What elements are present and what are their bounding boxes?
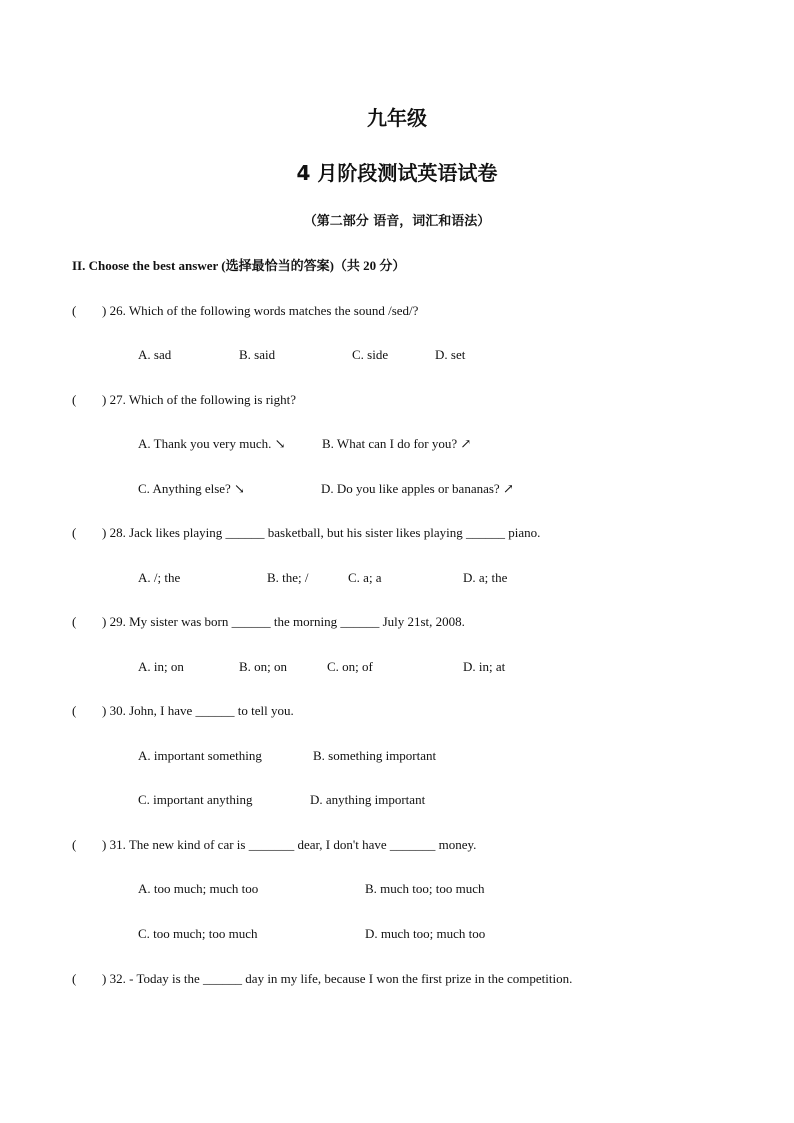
option-30-c: C. important anything xyxy=(138,792,253,807)
option-26-d: D. set xyxy=(435,347,466,362)
question-stem: 27. Which of the following is right? xyxy=(109,392,297,407)
option-26-c: C. side xyxy=(352,347,389,362)
question-28 xyxy=(72,523,540,543)
section-heading: II. Choose the best answer (选择最恰当的答案)（共 20 分） xyxy=(72,258,406,273)
option-29-d: D. in; at xyxy=(463,659,506,674)
option-27-a: A. Thank you very much. ↘ xyxy=(138,436,286,451)
option-27-c: C. Anything else? ↘ xyxy=(138,481,245,496)
exam-title: 4 月阶段测试英语试卷 xyxy=(296,161,498,185)
answer-blank-open: ( xyxy=(72,525,77,540)
option-28-d: D. a; the xyxy=(463,570,508,585)
option-28-b: B. the; / xyxy=(267,570,309,585)
option-30-a: A. important something xyxy=(138,748,262,763)
answer-blank-open: ( xyxy=(72,614,77,629)
question-32 xyxy=(72,969,572,989)
answer-blank-close: ) xyxy=(102,525,107,540)
option-31-c: C. too much; too much xyxy=(138,926,258,941)
option-29-c: C. on; of xyxy=(327,659,373,674)
answer-blank-open: ( xyxy=(72,703,77,718)
question-26 xyxy=(72,301,418,321)
option-27-d: D. Do you like apples or bananas? ↗ xyxy=(321,481,514,496)
answer-blank-open: ( xyxy=(72,303,77,318)
answer-blank-close: ) xyxy=(102,303,107,318)
option-28-a: A. /; the xyxy=(138,570,181,585)
option-30-d: D. anything important xyxy=(310,792,426,807)
option-26-b: B. said xyxy=(239,347,276,362)
answer-blank-open: ( xyxy=(72,837,77,852)
answer-blank-close: ) xyxy=(102,392,107,407)
answer-blank-open: ( xyxy=(72,971,77,986)
option-27-b: B. What can I do for you? ↗ xyxy=(322,436,472,451)
grade-heading: 九年级 xyxy=(367,106,427,130)
answer-blank-close: ) xyxy=(102,971,107,986)
answer-blank-close: ) xyxy=(102,837,107,852)
question-stem: 26. Which of the following words matches the sound /sed/? xyxy=(109,303,419,318)
question-31 xyxy=(72,835,476,855)
question-stem: 32. - Today is the ______ day in my life, because I won the first prize in the competition. xyxy=(109,971,573,986)
option-30-b: B. something important xyxy=(313,748,437,763)
option-28-c: C. a; a xyxy=(348,570,382,585)
question-stem: 29. My sister was born ______ the morning ______ July 21st, 2008. xyxy=(109,614,465,629)
option-26-a: A. sad xyxy=(138,347,172,362)
option-31-d: D. much too; much too xyxy=(365,926,486,941)
question-30 xyxy=(72,701,294,721)
option-29-b: B. on; on xyxy=(239,659,288,674)
question-stem: 31. The new kind of car is _______ dear, I don't have _______ money. xyxy=(109,837,477,852)
question-stem: 28. Jack likes playing ______ basketball, but his sister likes playing ______ piano. xyxy=(109,525,541,540)
option-31-b: B. much too; too much xyxy=(365,881,485,896)
answer-blank-close: ) xyxy=(102,703,107,718)
question-stem: 30. John, I have ______ to tell you. xyxy=(109,703,294,718)
answer-blank-close: ) xyxy=(102,614,107,629)
option-29-a: A. in; on xyxy=(138,659,184,674)
exam-subtitle: （第二部分 语音，词汇和语法） xyxy=(303,214,491,229)
question-29 xyxy=(72,612,465,632)
option-31-a: A. too much; much too xyxy=(138,881,259,896)
question-27 xyxy=(72,390,296,410)
answer-blank-open: ( xyxy=(72,392,77,407)
